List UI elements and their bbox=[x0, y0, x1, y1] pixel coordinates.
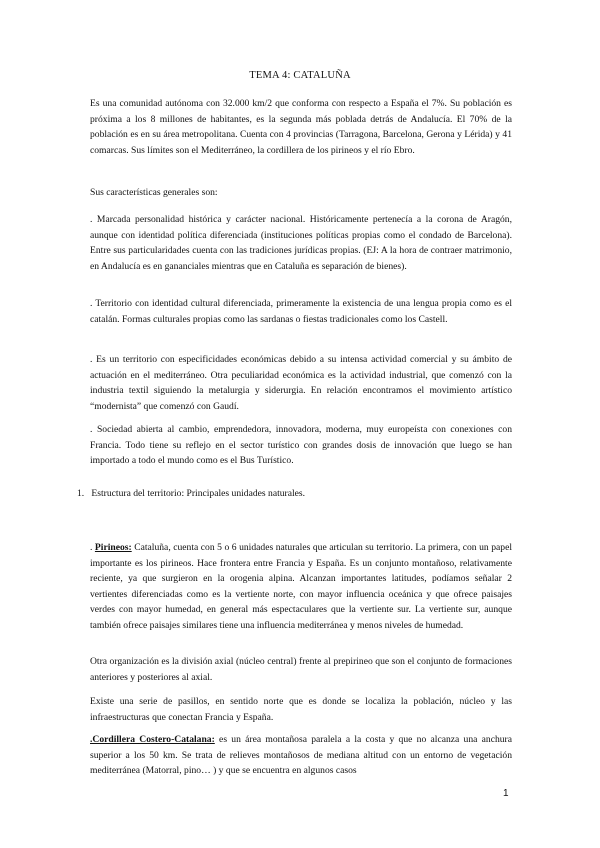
axial-paragraph: Otra organización es la división axial (núcleo central) frente al prepirineo que son el conjunto de formaciones anteriores y posteriores al axial. bbox=[90, 656, 512, 683]
feature-paragraph-2: . Territorio con identidad cultural diferenciada, primeramente la existencia de una lengua propia como es el catalán. Formas culturales propias como las sardanas o fiestas tradicionales como los Castell. bbox=[90, 298, 512, 325]
intro-paragraph: Es una comunidad autónoma con 32.000 km/2 que conforma con respecto a España el 7%. Su población es próxima a los 8 millones de habitantes, es la segunda más poblada detrás de Andalucía. El 70% de la población es en su área metropolitana. Cuenta con 4 provincias (Tarragona, Barcelona, Gerona y Lérida) y 41 comarcas. Sus límites son el Mediterráneo, la cordillera de los pirineos y el río Ebro. bbox=[90, 98, 512, 156]
pirineos-paragraph bbox=[90, 540, 512, 634]
pirineos-text: Cataluña, cuenta con 5 o 6 unidades naturales que articulan su territorio. La primera, con un papel importante es los pirineos. Hace frontera entre Francia y España. Es un conjunto montañoso, relativamente reciente, ya que surgieron en la orogenia alpina. Alcanzan importantes latitudes, podíamos señalar 2 vertientes diferenciadas como es la vertiente norte, con mayor influencia oceánica y que ofrece paisajes verdes con mayor humedad, en general más espectaculares que la vertiente sur. La vertiente sur, aunque también ofrece paisajes similares tiene una influencia mediterránea y menos niveles de humedad. bbox=[90, 542, 512, 631]
costero-paragraph bbox=[90, 732, 512, 779]
feature-paragraph-3: . Es un territorio con especificidades económicas debido a su intensa actividad comercial y su ámbito de actuación en el mediterráneo. Otra peculiaridad económica es la actividad industrial, que comenzó con la industria textil siguiendo la metalurgia y siderurgia. En relación encontramos el movimiento artístico “modernista” que comenzó con Gaudí. bbox=[90, 354, 512, 412]
pirineos-prefix: . bbox=[90, 542, 95, 553]
costero-text: es un área montañosa paralela a la costa y que no alcanza una anchura superior a los 50 km. Se trata de relieves montañosos de mediana altitud con un entorno de vegetación mediterránea (Matorral, pino… ) y que se encuentra en algunos casos bbox=[90, 734, 513, 777]
section-number: 1. bbox=[77, 488, 85, 499]
pirineos-label: Pirineos: bbox=[94, 542, 132, 553]
feature-paragraph-4: . Sociedad abierta al cambio, emprendedora, innovadora, moderna, muy europeísta con conexiones con Francia. Todo tiene su reflejo en el sector turístico con grandes dosis de innovación que luego se han importado a todo el mundo como es el Bus Turístico. bbox=[90, 424, 512, 467]
page-title: TEMA 4: CATALUÑA bbox=[249, 70, 351, 81]
pasillos-paragraph: Existe una serie de pasillos, en sentido norte que es donde se localiza la población, núcleo y las infraestructuras que conectan Francia y España. bbox=[90, 696, 512, 723]
page-number: 1 bbox=[503, 788, 509, 799]
section-heading bbox=[77, 488, 305, 499]
section-title: Estructura del territorio: Principales unidades naturales. bbox=[91, 488, 306, 499]
features-heading: Sus características generales son: bbox=[90, 187, 218, 198]
costero-label: .Cordillera Costero-Catalana: bbox=[90, 734, 215, 745]
feature-paragraph-1: . Marcada personalidad histórica y carácter nacional. Históricamente pertenecía a la corona de Aragón, aunque con identidad política diferenciada (instituciones políticas propias como el condado de Barcelona). Entre sus particularidades cuenta con las tradiciones jurídicas propias. (EJ: A la hora de contraer matrimonio, en Andalucía es en gananciales mientras que en Cataluña es separación de bienes). bbox=[90, 214, 512, 272]
